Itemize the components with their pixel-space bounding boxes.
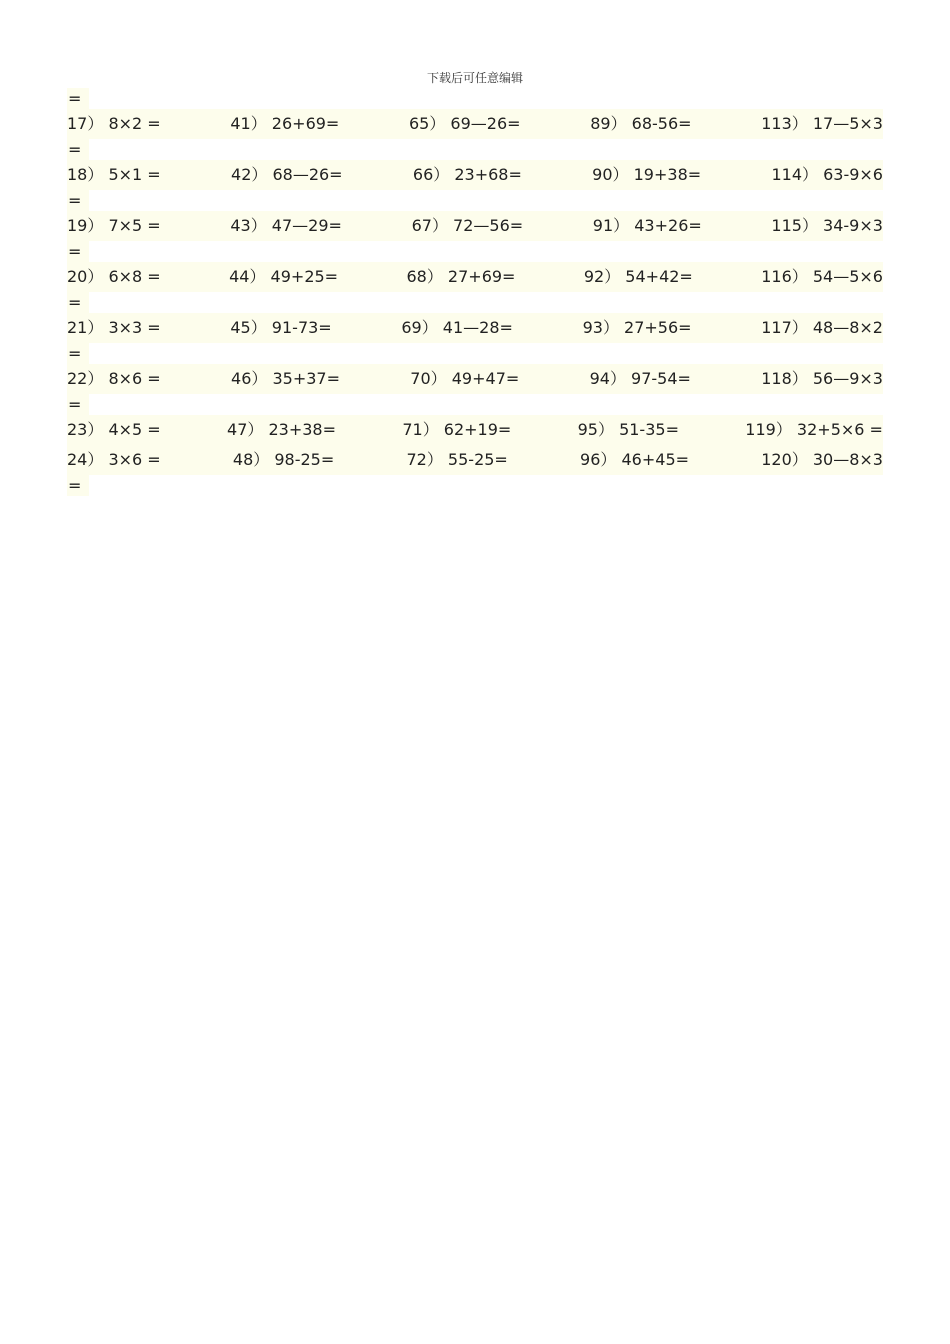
problem: 41） 26+69= xyxy=(230,114,340,133)
equals-mark: = xyxy=(67,241,89,262)
problem: 116） 54—5×6 xyxy=(761,267,883,286)
equals-mark: = xyxy=(67,343,89,364)
problem: 72） 55-25= xyxy=(406,450,508,469)
problem: 67） 72—56= xyxy=(411,216,524,235)
problem: 48） 98-25= xyxy=(232,450,335,469)
problem-row xyxy=(67,262,883,292)
problem: 66） 23+68= xyxy=(412,165,522,184)
equals-line xyxy=(67,343,883,364)
equals-line xyxy=(67,139,883,160)
equals-mark: = xyxy=(67,190,89,211)
problem-row xyxy=(67,211,883,241)
problem-row xyxy=(67,313,883,343)
problem: 90） 19+38= xyxy=(592,165,702,184)
problem: 96） 46+45= xyxy=(580,450,690,469)
problem: 120） 30—8×3 xyxy=(761,450,883,469)
problem-row xyxy=(67,415,883,445)
equals-mark: = xyxy=(67,139,89,160)
problem: 95） 51-35= xyxy=(577,420,679,439)
equals-line xyxy=(67,190,883,211)
problem: 118） 56—9×3 xyxy=(761,369,883,388)
problem: 113） 17—5×3 xyxy=(761,114,883,133)
problem-row xyxy=(67,364,883,394)
problem: 70） 49+47= xyxy=(410,369,520,388)
problem-row xyxy=(67,109,883,139)
problem: 45） 91-73= xyxy=(230,318,332,337)
problem: 22） 8×6 = xyxy=(67,369,161,388)
problem: 24） 3×6 = xyxy=(67,450,161,469)
problem: 44） 49+25= xyxy=(229,267,339,286)
problem: 65） 69—26= xyxy=(408,114,521,133)
problem: 91） 43+26= xyxy=(592,216,702,235)
problem: 115） 34-9×3 xyxy=(771,216,883,235)
problem: 19） 7×5 = xyxy=(67,216,161,235)
problem: 47） 23+38= xyxy=(227,420,337,439)
problem: 89） 68-56= xyxy=(590,114,692,133)
problem-row xyxy=(67,445,883,475)
problem: 93） 27+56= xyxy=(582,318,692,337)
problem: 71） 62+19= xyxy=(402,420,512,439)
problem: 43） 47—29= xyxy=(230,216,342,235)
equals-mark: = xyxy=(67,475,89,496)
equals-mark: = xyxy=(67,88,89,109)
equals-line xyxy=(67,475,883,496)
equals-line xyxy=(67,292,883,313)
equals-mark: = xyxy=(67,394,89,415)
problem: 119） 32+5×6 = xyxy=(745,420,883,439)
page-header: 下载后可任意编辑 xyxy=(426,71,523,85)
problem: 21） 3×3 = xyxy=(67,318,161,337)
problem: 18） 5×1 = xyxy=(67,165,161,184)
worksheet xyxy=(67,88,883,496)
problem: 20） 6×8 = xyxy=(67,267,161,286)
equals-line xyxy=(67,241,883,262)
problem: 94） 97-54= xyxy=(589,369,691,388)
problem: 114） 63-9×6 xyxy=(771,165,883,184)
equals-line xyxy=(67,394,883,415)
problem: 17） 8×2 = xyxy=(67,114,161,133)
problem: 117） 48—8×2 xyxy=(761,318,883,337)
problem: 92） 54+42= xyxy=(583,267,693,286)
equals-mark: = xyxy=(67,292,89,313)
problem: 42） 68—26= xyxy=(231,165,343,184)
problem: 69） 41—28= xyxy=(401,318,513,337)
problem: 23） 4×5 = xyxy=(67,420,161,439)
problem: 46） 35+37= xyxy=(231,369,340,388)
problem-row xyxy=(67,160,883,190)
equals-line xyxy=(67,88,883,109)
problem: 68） 27+69= xyxy=(406,267,516,286)
